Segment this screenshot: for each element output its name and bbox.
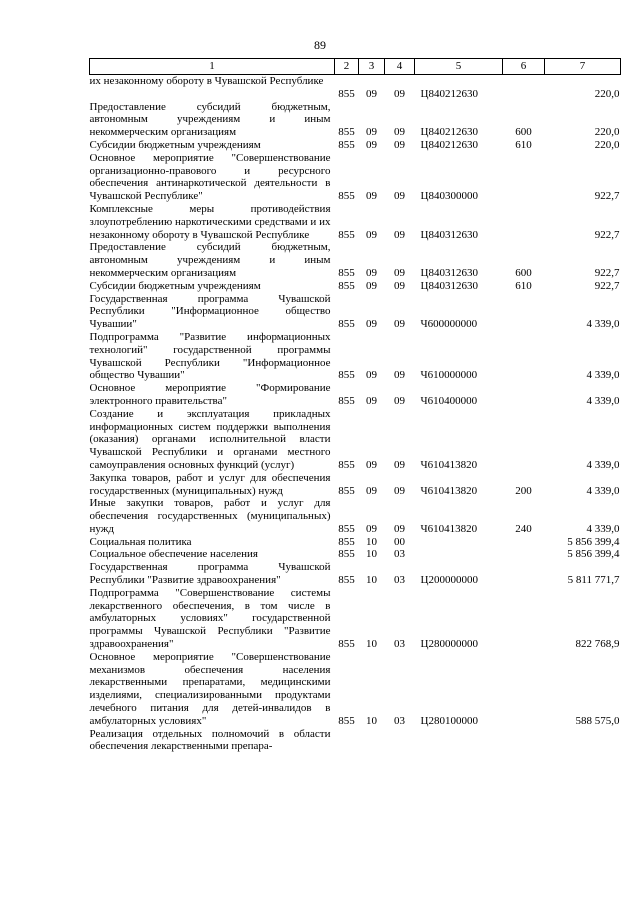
table-row [90, 651, 621, 728]
amount: 5 856 399,4 [567, 535, 620, 548]
section-code: 09 [366, 369, 377, 382]
amount: 220,0 [594, 138, 620, 151]
ministry-code: 855 [338, 574, 355, 587]
target-article-code [415, 728, 503, 754]
table-row [90, 408, 621, 472]
column-header: 3 [359, 59, 385, 75]
target-article-code: Ц200000000 [420, 574, 478, 587]
table-row [90, 101, 621, 139]
expense-type-code [503, 728, 545, 754]
item-name: Закупка товаров, работ и услуг для обеспечения государственных (муниципальных) нужд [89, 471, 331, 497]
subsection-code: 03 [394, 714, 405, 727]
section-code: 09 [366, 522, 377, 535]
ministry-code: 855 [338, 522, 355, 535]
target-article-code [415, 75, 503, 88]
item-name: Подпрограмма "Развитие информационных технологий" государственной программы Чувашской Республики "Информационное общество Чувашии" [89, 330, 331, 382]
subsection-code: 09 [394, 369, 405, 382]
item-name: Государственная программа Чувашской Республики "Информационное общество Чувашии" [89, 292, 331, 331]
item-name: Государственная программа Чувашской Республики "Развитие здравоохранения" [89, 561, 331, 587]
item-name: их незаконному обороту в Чувашской Республике [89, 75, 324, 87]
column-header: 4 [385, 59, 415, 75]
amount: 922,7 [594, 228, 620, 241]
ministry-code: 855 [338, 535, 355, 548]
target-article-code: Ц840312630 [420, 266, 478, 279]
section-code: 10 [366, 535, 377, 548]
item-name: Социальная политика [89, 535, 192, 548]
expense-type-code: 200 [515, 484, 532, 497]
column-number-row [90, 59, 621, 75]
table-row [90, 561, 621, 587]
column-header: 6 [503, 59, 545, 75]
subsection-code: 09 [394, 138, 405, 151]
ministry-code: 855 [338, 190, 355, 203]
amount: 220,0 [594, 87, 620, 100]
section-code [359, 75, 385, 88]
amount: 922,7 [594, 190, 620, 203]
table-row [90, 536, 621, 549]
amount: 4 339,0 [586, 369, 620, 382]
subsection-code: 00 [394, 535, 405, 548]
table-row [90, 293, 621, 331]
expense-type-code: 610 [515, 138, 532, 151]
subsection-code: 09 [394, 458, 405, 471]
expense-type-code [503, 587, 545, 651]
subsection-code: 09 [394, 318, 405, 331]
column-header: 2 [335, 59, 359, 75]
table-row [90, 548, 621, 561]
expense-type-code [503, 548, 545, 561]
amount: 5 811 771,7 [567, 574, 620, 587]
item-name: Реализация отдельных полномочий в области обеспечения лекарственными препара- [89, 727, 331, 753]
amount: 4 339,0 [586, 484, 620, 497]
subsection-code: 09 [394, 87, 405, 100]
ministry-code: 855 [338, 279, 355, 292]
item-name: Социальное обеспечение населения [89, 548, 258, 561]
ministry-code: 855 [338, 138, 355, 151]
table-row [90, 497, 621, 535]
budget-table [89, 58, 621, 753]
target-article-code: Ц840312630 [420, 228, 478, 241]
target-article-code: Ч610400000 [420, 394, 478, 407]
target-article-code: Ц840212630 [420, 126, 478, 139]
target-article-code [415, 536, 503, 549]
expense-type-code: 600 [515, 266, 532, 279]
table-row [90, 241, 621, 279]
ministry-code: 855 [338, 87, 355, 100]
expense-type-code [503, 75, 545, 88]
table-row [90, 152, 621, 203]
subsection-code [385, 728, 415, 754]
section-code: 10 [366, 574, 377, 587]
target-article-code: Ц280000000 [420, 638, 478, 651]
table-row [90, 382, 621, 408]
amount: 220,0 [594, 126, 620, 139]
table-row [90, 139, 621, 152]
ministry-code: 855 [338, 266, 355, 279]
section-code: 10 [366, 638, 377, 651]
section-code: 09 [366, 228, 377, 241]
table-row [90, 728, 621, 754]
amount: 5 856 399,4 [567, 548, 620, 561]
expense-type-code [503, 88, 545, 101]
section-code: 09 [366, 394, 377, 407]
section-code: 10 [366, 714, 377, 727]
target-article-code [415, 548, 503, 561]
section-code: 10 [366, 548, 377, 561]
subsection-code: 09 [394, 126, 405, 139]
ministry-code: 855 [338, 126, 355, 139]
ministry-code: 855 [338, 484, 355, 497]
item-name: Создание и эксплуатация прикладных информационных систем поддержки выполнения (оказания) органами исполнительной власти Чувашской Республики и органами местного самоуправления основных функций (услуг) [89, 407, 331, 471]
subsection-code: 09 [394, 190, 405, 203]
subsection-code: 09 [394, 484, 405, 497]
section-code: 09 [366, 458, 377, 471]
amount: 588 575,0 [575, 714, 620, 727]
item-name: Предоставление субсидий бюджетным, автономным учреждениям и иным некоммерческим организациям [89, 100, 331, 139]
section-code: 09 [366, 87, 377, 100]
target-article-code: Ч610000000 [420, 369, 478, 382]
subsection-code [385, 75, 415, 88]
amount: 4 339,0 [586, 522, 620, 535]
expense-type-code [503, 408, 545, 472]
section-code: 09 [366, 484, 377, 497]
subsection-code: 09 [394, 228, 405, 241]
section-code [359, 728, 385, 754]
subsection-code: 03 [394, 548, 405, 561]
ministry-code: 855 [338, 548, 355, 561]
section-code: 09 [366, 279, 377, 292]
ministry-code: 855 [338, 638, 355, 651]
expense-type-code [503, 203, 545, 241]
item-name: Основное мероприятие "Совершенствование механизмов обеспечения населения лекарственными препаратами, медицинскими изделиями, специализированными продуктами лечебного питания для детей-инвалидов в амбулаторных условиях" [89, 650, 331, 727]
ministry-code: 855 [338, 458, 355, 471]
amount: 4 339,0 [586, 458, 620, 471]
column-header: 7 [545, 59, 621, 75]
section-code: 09 [366, 318, 377, 331]
expense-type-code [503, 561, 545, 587]
table-row [90, 587, 621, 651]
item-name: Комплексные меры противодействия злоупотреблению наркотическими средствами и их незаконному обороту в Чувашской Республике [89, 202, 331, 241]
target-article-code: Ц840312630 [420, 279, 478, 292]
target-article-code: Ц840212630 [420, 138, 478, 151]
expense-type-code [503, 152, 545, 203]
section-code: 09 [366, 138, 377, 151]
ministry-code: 855 [338, 394, 355, 407]
ministry-code: 855 [338, 714, 355, 727]
table-row [90, 203, 621, 241]
section-code: 09 [366, 190, 377, 203]
table-row [90, 75, 621, 88]
amount: 922,7 [594, 279, 620, 292]
ministry-code [335, 75, 359, 88]
amount: 822 768,9 [575, 638, 620, 651]
ministry-code: 855 [338, 318, 355, 331]
expense-type-code [503, 331, 545, 382]
amount [545, 75, 621, 88]
expense-type-code [503, 382, 545, 408]
page-number: 89 [314, 38, 326, 52]
ministry-code [335, 728, 359, 754]
item-name: Основное мероприятие "Совершенствование организационно-правового и ресурсного обеспечения антинаркотической деятельности в Чувашской Республике" [89, 151, 331, 203]
expense-type-code: 240 [515, 522, 532, 535]
amount: 4 339,0 [586, 318, 620, 331]
expense-type-code [503, 293, 545, 331]
table-row [90, 472, 621, 498]
item-name: Иные закупки товаров, работ и услуг для обеспечения государственных (муниципальных) нужд [89, 497, 331, 535]
item-name: Подпрограмма "Совершенствование системы лекарственного обеспечения, в том числе в амбулаторных условиях" государственной программы Чувашской Республики "Развитие здравоохранения" [89, 586, 331, 651]
subsection-code: 09 [394, 266, 405, 279]
target-article-code: Ч610413820 [420, 522, 478, 535]
amount: 922,7 [594, 266, 620, 279]
target-article-code: Ц840212630 [420, 87, 478, 100]
column-header: 1 [90, 59, 335, 75]
expense-type-code [503, 651, 545, 728]
item-name: Субсидии бюджетным учреждениям [89, 279, 261, 292]
item-name: Основное мероприятие "Формирование электронного правительства" [89, 382, 331, 407]
section-code: 09 [366, 266, 377, 279]
section-code: 09 [366, 126, 377, 139]
target-article-code: Ч600000000 [420, 318, 478, 331]
amount [545, 728, 621, 754]
subsection-code: 09 [394, 522, 405, 535]
item-name: Субсидии бюджетным учреждениям [89, 138, 261, 151]
item-name [90, 88, 335, 101]
table-row [90, 88, 621, 101]
column-header: 5 [415, 59, 503, 75]
table-row [90, 331, 621, 382]
subsection-code: 09 [394, 279, 405, 292]
target-article-code: Ц280100000 [420, 714, 478, 727]
target-article-code: Ч610413820 [420, 458, 478, 471]
target-article-code: Ч610413820 [420, 484, 478, 497]
subsection-code: 09 [394, 394, 405, 407]
expense-type-code: 600 [515, 126, 532, 139]
expense-type-code [503, 536, 545, 549]
target-article-code: Ц840300000 [420, 190, 478, 203]
table-row [90, 280, 621, 293]
subsection-code: 03 [394, 638, 405, 651]
amount: 4 339,0 [586, 394, 620, 407]
subsection-code: 03 [394, 574, 405, 587]
item-name: Предоставление субсидий бюджетным, автономным учреждениям и иным некоммерческим организациям [89, 241, 331, 279]
expense-type-code: 610 [515, 279, 532, 292]
ministry-code: 855 [338, 228, 355, 241]
ministry-code: 855 [338, 369, 355, 382]
